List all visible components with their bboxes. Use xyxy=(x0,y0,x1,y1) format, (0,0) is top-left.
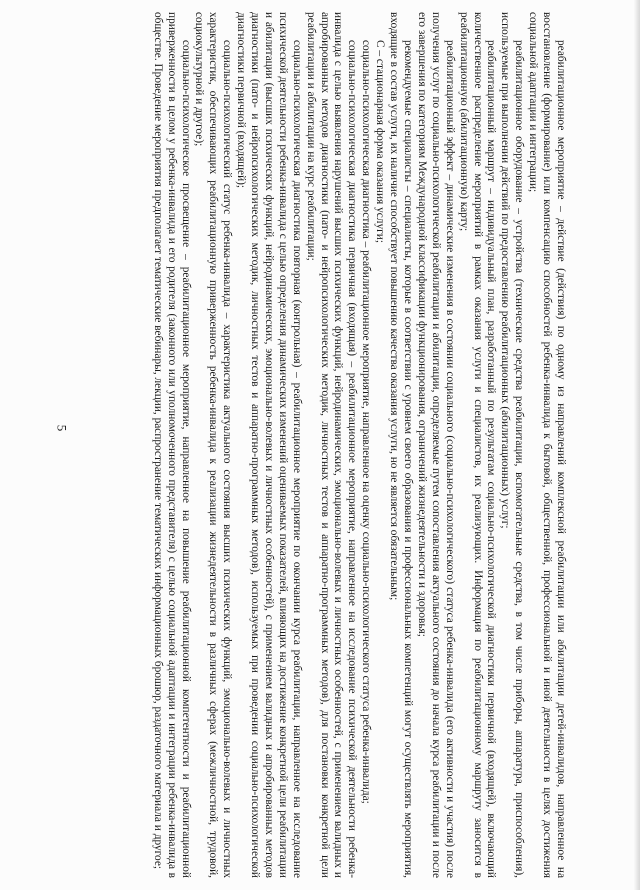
paragraph: С – стационарная форма оказания услуги; xyxy=(374,40,387,243)
paragraph: реабилитационный эффект – динамические изменения в состоянии социального (социально-психологического) статуса ребенка-инвалида (его активности и участия) после получения услуг по социально-психологической реабилитации и абилитации, определяемые путем сопоставления актуального состояния до начала курса реабилитации и после его завершения по категориям Международной классификации функционирования, ограничений жизнедеятельности и здоровья; xyxy=(415,12,456,878)
scan-edge xyxy=(634,0,640,890)
paragraph: рекомендуемые специалисты – специалисты, которые в соответствии с уровнем своего образования и профессиональных компетенций могут осуществлять мероприятия, входящие в состав услуги, их наличие способствует повышению качества оказания услуги, но не является обязательным; xyxy=(388,12,415,878)
paragraph: реабилитационное мероприятие – действие (действия) по одному из направлений комплексной реабилитации или абилитации детей-инвалидов, направленное на восстановление (формирование) или компенсацию способностей ребенка-инвалида к бытовой, общественной, профессиональной и иной деятельности в целях достижения социальной адаптации и интеграции; xyxy=(527,12,567,878)
document-body xyxy=(81,12,567,878)
paragraph: социально-психологическое просвещение – реабилитационное мероприятие, направленное на повышение реабилитационной компетентности и реабилитационной приверженности в целом у ребенка-инвалида и его родителя (законного или уполномоченного представителя) с целью социальной адаптации и интеграции ребенка-инвалида в обществе. Проведение мероприятия предполагает тематические вебинары, лекции, распространение тематических информационных брошюр, раздаточного материала и другое; xyxy=(151,12,192,878)
paragraph: социально-психологическая диагностика повторная (контрольная) – реабилитационное мероприятие по окончании курса реабилитации, направленное на исследование психической деятельности ребенка-инвалида с целью определения динамических изменений оцениваемых показателей, влияющих на достижение конкретной цели реабилитации и абилитации (высших психических функций, нейродинамических, эмоционально-волевых и личностных особенностей), с применением валидных и апробированных методов диагностики (пато- и нейропсихологических методик, личностных тестов и аппаратно-программных методов), используемых при проведении социально-психологической диагностики первичной (входящей); xyxy=(235,12,303,878)
paragraph: реабилитационное оборудование – устройства (технические средства реабилитации, вспомогательные средства, в том числе приборы, аппаратура, приспособления), используемые при выполнении действий по предоставлению реабилитационных (абилитационных) услуг; xyxy=(499,12,526,878)
paragraph: социально-психологическая диагностика – реабилитационное мероприятие, направленное на оценку социально-психологического статуса ребенка-инвалида; xyxy=(360,40,373,804)
page-number: 5 xyxy=(54,424,70,432)
paragraph: социально-психологическая диагностика первичная (входящая) – реабилитационное мероприятие, направленное на исследование психической деятельности ребенка-инвалида с целью выявления нарушений высших психических функций, нейродинамических, эмоционально-волевых и личностных особенностей, с применением валидных и апробированных методов диагностики (пато- и нейропсихологических методик, личностных тестов и аппаратно-программных методов), для постановки конкретной цели реабилитации и абилитации на курс реабилитации; xyxy=(304,12,359,878)
paragraph: реабилитационный маршрут – индивидуальный план, разработанный по результатам социально-психологической диагностики первичной (входящей), включающий количественное распределение мероприятий в рамках оказания услуги и специалистов, их реализующих. Информация по реабилитационному маршруту заносится в реабилитационную (абилитационную) карту; xyxy=(457,12,498,878)
rotated-text-block xyxy=(81,12,567,878)
paragraph: социально-психологический статус ребенка-инвалида – характеристика актуального состояния высших психических функций, эмоционально-волевых и личностных характеристик, обеспечивающих реабилитационную приверженность ребенка-инвалида к реализации жизнедеятельности в различных сферах (межличностной, трудовой, социокультурной и другое); xyxy=(193,12,234,878)
